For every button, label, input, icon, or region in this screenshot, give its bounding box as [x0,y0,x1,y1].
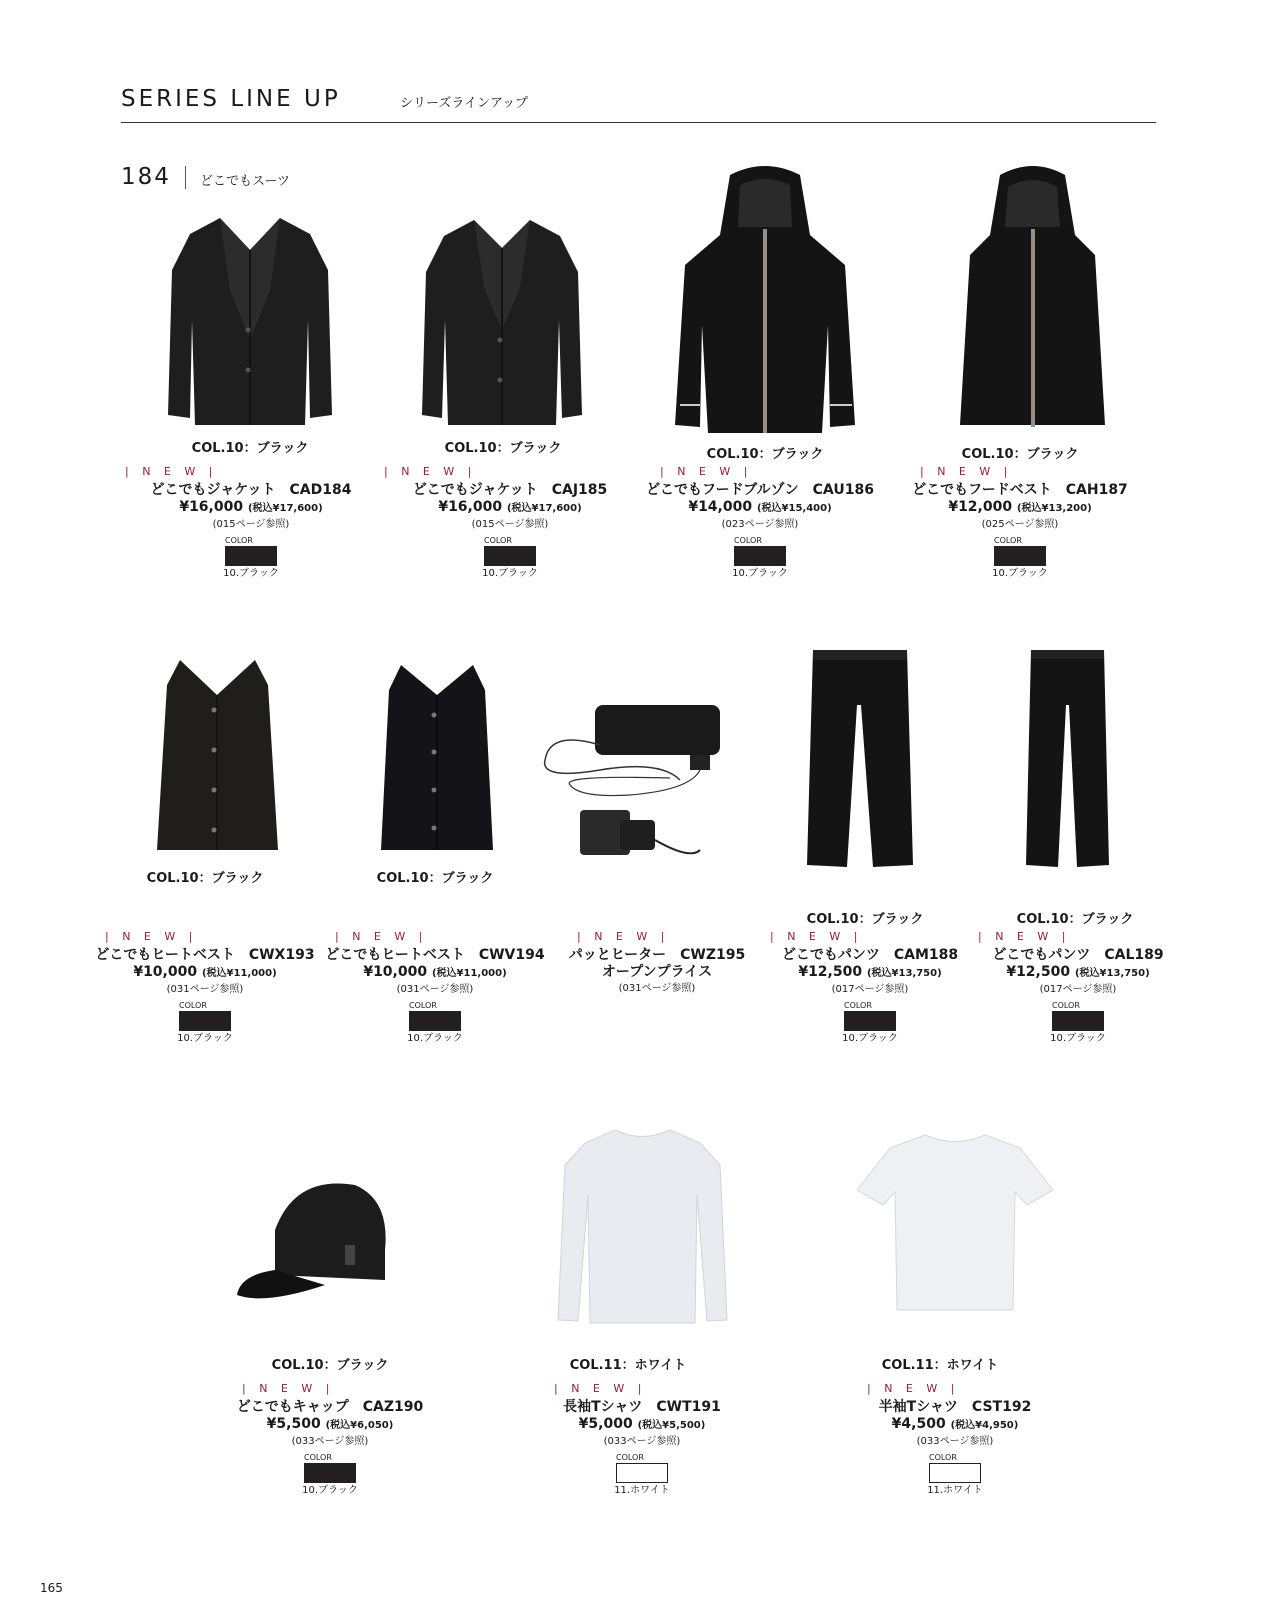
product-name: どこでもジャケット CAJ185 [412,482,608,498]
color-label: COLOR [304,1453,332,1462]
jacket-icon [160,210,340,430]
color-name: 11.ホワイト [927,1485,983,1496]
product-info [825,1382,1085,1499]
color-label: COLOR [616,1453,644,1462]
product-info [121,465,381,582]
new-badge: | N E W | [554,1382,647,1395]
color-label: COLOR [1052,1001,1080,1010]
color-swatch [616,1463,668,1483]
long-sleeve-tshirt-icon [555,1125,730,1325]
new-badge: | N E W | [335,930,428,943]
pants-icon [805,645,915,870]
page-reference: (033ページ参照) [603,1436,681,1447]
new-badge: | N E W | [660,465,753,478]
series-divider [185,166,186,189]
color-swatch [225,546,277,566]
color-name: 11.ホワイト [614,1485,670,1496]
product-price: ¥10,000 (税込¥11,000) [133,964,277,980]
cap-icon [235,1170,395,1310]
page-reference: (017ページ参照) [1039,984,1117,995]
product-name: どこでもフードブルゾン CAU186 [646,482,874,498]
product-name: どこでもパンツ CAM188 [781,947,959,963]
color-swatch [844,1011,896,1031]
page-reference: (023ページ参照) [721,519,799,530]
col-label: COL.10：ブラック [376,871,494,886]
color-swatch [179,1011,231,1031]
color-label: COLOR [929,1453,957,1462]
col-label: COL.10：ブラック [706,447,824,462]
col-label: COL.11：ホワイト [569,1358,687,1373]
color-name: 10.ブラック [842,1033,898,1044]
page-reference: (033ページ参照) [916,1436,994,1447]
product-name: 半袖Tシャツ CST192 [878,1399,1032,1415]
page-reference: (025ページ参照) [981,519,1059,530]
product-name: どこでもヒートベスト CWX193 [95,947,315,963]
new-badge: | N E W | [242,1382,335,1395]
color-label: COLOR [179,1001,207,1010]
product-name: どこでもフードベスト CAH187 [912,482,1128,498]
product-info [200,1382,460,1499]
product-price: オープンプライス [601,964,713,980]
color-name: 10.ブラック [732,568,788,579]
col-label: COL.10：ブラック [1016,912,1134,927]
color-label: COLOR [734,536,762,545]
page-reference: (017ページ参照) [831,984,909,995]
new-badge: | N E W | [920,465,1013,478]
product-name: 長袖Tシャツ CWT191 [563,1399,721,1415]
new-badge: | N E W | [867,1382,960,1395]
color-swatch [484,546,536,566]
color-swatch [409,1011,461,1031]
color-name: 10.ブラック [407,1033,463,1044]
color-name: 10.ブラック [302,1485,358,1496]
new-badge: | N E W | [384,465,477,478]
product-price: ¥12,500 (税込¥13,750) [1006,964,1150,980]
color-swatch [1052,1011,1104,1031]
product-name: パッとヒーター CWZ195 [568,947,746,963]
color-swatch [994,546,1046,566]
col-label: COL.10：ブラック [961,447,1079,462]
color-label: COLOR [994,536,1022,545]
product-price: ¥12,000 (税込¥13,200) [948,499,1092,515]
product-info [948,930,1208,1047]
new-badge: | N E W | [770,930,863,943]
product-name: どこでもヒートベスト CWV194 [325,947,545,963]
color-swatch [304,1463,356,1483]
product-name: どこでもパンツ CAL189 [992,947,1164,963]
color-label: COLOR [484,536,512,545]
col-label: COL.10：ブラック [271,1358,389,1373]
page-title: SERIES LINE UP [121,86,341,112]
product-price: ¥14,000 (税込¥15,400) [688,499,832,515]
col-label: COL.10：ブラック [146,871,264,886]
col-label: COL.10：ブラック [806,912,924,927]
new-badge: | N E W | [577,930,670,943]
color-name: 10.ブラック [482,568,538,579]
color-label: COLOR [409,1001,437,1010]
product-name: どこでもジャケット CAD184 [150,482,352,498]
color-name: 10.ブラック [1050,1033,1106,1044]
product-info [380,465,640,582]
page-reference: (031ページ参照) [166,984,244,995]
new-badge: | N E W | [978,930,1071,943]
page-number: 165 [40,1581,63,1595]
hooded-vest-icon [945,165,1120,437]
product-price: ¥10,000 (税込¥11,000) [363,964,507,980]
color-label: COLOR [844,1001,872,1010]
col-label: COL.10：ブラック [191,441,309,456]
page-reference: (015ページ参照) [212,519,290,530]
header-divider [121,122,1156,123]
color-name: 10.ブラック [177,1033,233,1044]
color-name: 10.ブラック [992,568,1048,579]
product-price: ¥5,000 (税込¥5,500) [578,1416,706,1432]
product-price: ¥16,000 (税込¥17,600) [179,499,323,515]
page-reference: (031ページ参照) [396,984,474,995]
hooded-jacket-icon [670,165,860,437]
series-name: どこでもスーツ [200,174,290,189]
color-swatch [734,546,786,566]
product-price: ¥5,500 (税込¥6,050) [266,1416,394,1432]
new-badge: | N E W | [125,465,218,478]
vest-icon [373,660,501,855]
product-info [75,930,335,1047]
page-reference: (015ページ参照) [471,519,549,530]
col-label: COL.10：ブラック [444,441,562,456]
page-reference: (031ページ参照) [618,983,696,994]
page-subtitle: シリーズラインアップ [400,96,529,111]
product-info [630,465,890,582]
product-price: ¥4,500 (税込¥4,950) [891,1416,1019,1432]
new-badge: | N E W | [105,930,198,943]
product-price: ¥16,000 (税込¥17,600) [438,499,582,515]
product-info [890,465,1150,582]
page-reference: (033ページ参照) [291,1436,369,1447]
pants-icon [1025,645,1110,870]
col-label: COL.11：ホワイト [881,1358,999,1373]
jacket-icon [412,210,592,430]
color-swatch [929,1463,981,1483]
vest-icon [150,655,285,855]
color-name: 10.ブラック [223,568,279,579]
color-label: COLOR [225,536,253,545]
product-info [512,1382,772,1499]
heater-pad-icon [540,700,750,880]
tshirt-icon [855,1130,1055,1315]
product-info [305,930,565,1047]
product-name: どこでもキャップ CAZ190 [236,1399,424,1415]
product-price: ¥12,500 (税込¥13,750) [798,964,942,980]
series-number: 184 [121,164,171,190]
